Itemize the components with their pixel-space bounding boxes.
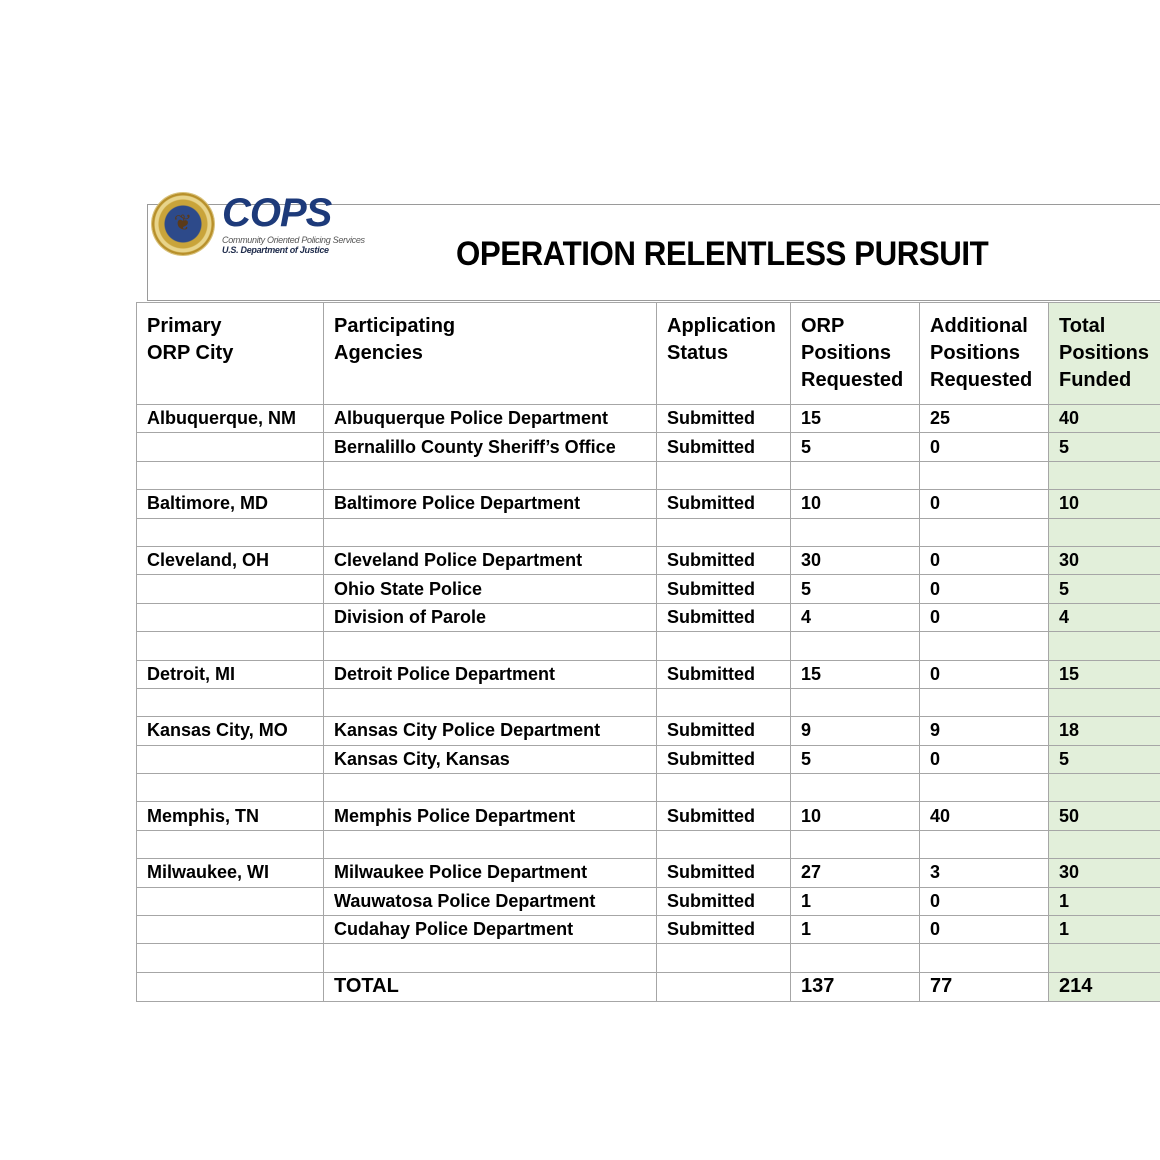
cell-city: Memphis, TN xyxy=(137,802,324,830)
cell-funded: 1 xyxy=(1049,887,1160,915)
cell-agency xyxy=(324,688,657,716)
cell-status: Submitted xyxy=(657,575,791,603)
cell-city xyxy=(137,688,324,716)
cell-orp xyxy=(791,774,920,802)
cell-agency: Kansas City Police Department xyxy=(324,717,657,745)
cell-orp: 30 xyxy=(791,546,920,574)
cell-city: Baltimore, MD xyxy=(137,490,324,518)
cell-city xyxy=(137,575,324,603)
cell-city xyxy=(137,774,324,802)
cell-status: Submitted xyxy=(657,603,791,631)
cell-funded: 30 xyxy=(1049,859,1160,887)
cell-status xyxy=(657,944,791,972)
table-row xyxy=(137,660,1160,688)
cell-additional xyxy=(920,944,1049,972)
cell-status: Submitted xyxy=(657,405,791,433)
cell-agency: Cudahay Police Department xyxy=(324,916,657,944)
doj-seal-icon xyxy=(152,193,214,255)
cell-additional: 0 xyxy=(920,490,1049,518)
cell-orp: 5 xyxy=(791,575,920,603)
spacer-row xyxy=(137,688,1160,716)
cell-funded: 1 xyxy=(1049,916,1160,944)
cell-orp: 27 xyxy=(791,859,920,887)
cell-city xyxy=(137,603,324,631)
cell-status: Submitted xyxy=(657,546,791,574)
table-row xyxy=(137,405,1160,433)
cell-additional: 0 xyxy=(920,887,1049,915)
column-header-line: Positions xyxy=(801,342,892,364)
cell-status: Submitted xyxy=(657,802,791,830)
cell-orp: 15 xyxy=(791,660,920,688)
total-orp: 137 xyxy=(791,972,920,1001)
cell-agency: Baltimore Police Department xyxy=(324,490,657,518)
column-header-line: ORP City xyxy=(147,342,234,364)
cell-additional: 3 xyxy=(920,859,1049,887)
cell-agency: Detroit Police Department xyxy=(324,660,657,688)
column-header-agency xyxy=(324,303,657,405)
cell-additional: 9 xyxy=(920,717,1049,745)
column-header-funded xyxy=(1049,303,1160,405)
cell-status: Submitted xyxy=(657,745,791,773)
cell-status: Submitted xyxy=(657,433,791,461)
cell-funded xyxy=(1049,632,1160,660)
cell-orp: 1 xyxy=(791,916,920,944)
cell-funded: 15 xyxy=(1049,660,1160,688)
cell-funded: 30 xyxy=(1049,546,1160,574)
cell-funded: 5 xyxy=(1049,745,1160,773)
column-header-line: ORP xyxy=(801,315,845,337)
cops-brand: COPS xyxy=(222,191,332,235)
cell-funded xyxy=(1049,518,1160,546)
cell-orp: 10 xyxy=(791,802,920,830)
cell-additional xyxy=(920,774,1049,802)
cell-status xyxy=(657,688,791,716)
cell-funded xyxy=(1049,688,1160,716)
column-header-line: Agencies xyxy=(334,342,423,364)
cell-city: Kansas City, MO xyxy=(137,717,324,745)
table-row xyxy=(137,717,1160,745)
cell-agency: Kansas City, Kansas xyxy=(324,745,657,773)
spacer-row xyxy=(137,830,1160,858)
total-row xyxy=(137,972,1160,1001)
table-row xyxy=(137,603,1160,631)
spacer-row xyxy=(137,774,1160,802)
spacer-row xyxy=(137,632,1160,660)
cell-city xyxy=(137,461,324,489)
cell-orp xyxy=(791,518,920,546)
cell-orp xyxy=(791,830,920,858)
cell-additional xyxy=(920,632,1049,660)
cell-agency: Albuquerque Police Department xyxy=(324,405,657,433)
cell-funded: 5 xyxy=(1049,433,1160,461)
cell-additional xyxy=(920,461,1049,489)
cell-orp: 5 xyxy=(791,433,920,461)
column-header-orp xyxy=(791,303,920,405)
column-header-line: Primary xyxy=(147,315,222,337)
cell-funded: 10 xyxy=(1049,490,1160,518)
column-header-line xyxy=(147,367,323,394)
cell-agency: Wauwatosa Police Department xyxy=(324,887,657,915)
column-header-line: Requested xyxy=(801,369,904,391)
cell-city xyxy=(137,944,324,972)
cell-funded: 50 xyxy=(1049,802,1160,830)
cell-status: Submitted xyxy=(657,916,791,944)
cell-additional xyxy=(920,518,1049,546)
cell-additional: 25 xyxy=(920,405,1049,433)
cell-orp: 5 xyxy=(791,745,920,773)
table-row xyxy=(137,546,1160,574)
cell-additional: 40 xyxy=(920,802,1049,830)
cell-agency: Cleveland Police Department xyxy=(324,546,657,574)
cell-city: Cleveland, OH xyxy=(137,546,324,574)
cell-agency xyxy=(324,774,657,802)
cell-funded xyxy=(1049,944,1160,972)
cell-agency xyxy=(324,830,657,858)
column-header-line: Additional xyxy=(930,315,1028,337)
cell-agency: Ohio State Police xyxy=(324,575,657,603)
cell-additional: 0 xyxy=(920,546,1049,574)
cell-funded xyxy=(1049,774,1160,802)
page-title: OPERATION RELENTLESS PURSUIT xyxy=(456,235,989,273)
spacer-row xyxy=(137,518,1160,546)
cell-city xyxy=(137,745,324,773)
column-header-additional xyxy=(920,303,1049,405)
cell-city xyxy=(137,887,324,915)
column-header-line: Status xyxy=(667,342,729,364)
cell-agency: Bernalillo County Sheriff’s Office xyxy=(324,433,657,461)
cell-orp: 1 xyxy=(791,887,920,915)
cell-orp xyxy=(791,688,920,716)
column-header-line xyxy=(334,367,656,394)
table-row xyxy=(137,575,1160,603)
cell-status: Submitted xyxy=(657,660,791,688)
table-row xyxy=(137,859,1160,887)
table-header-row xyxy=(137,303,1160,405)
cell-agency xyxy=(324,632,657,660)
table-row xyxy=(137,490,1160,518)
total-status xyxy=(657,972,791,1001)
cell-status xyxy=(657,461,791,489)
cell-funded: 18 xyxy=(1049,717,1160,745)
total-funded: 214 xyxy=(1049,972,1160,1001)
doj-subtitle: U.S. Department of Justice xyxy=(222,245,329,255)
cell-agency xyxy=(324,518,657,546)
cell-additional xyxy=(920,688,1049,716)
cell-status xyxy=(657,830,791,858)
cell-funded: 40 xyxy=(1049,405,1160,433)
column-header-line: Positions xyxy=(930,342,1021,364)
cell-funded: 4 xyxy=(1049,603,1160,631)
column-header-line: Funded xyxy=(1059,369,1132,391)
column-header-line: Application xyxy=(667,315,776,337)
cell-orp: 4 xyxy=(791,603,920,631)
cell-additional: 0 xyxy=(920,603,1049,631)
column-header-line: Total xyxy=(1059,315,1106,337)
cell-city xyxy=(137,518,324,546)
cell-orp xyxy=(791,632,920,660)
column-header-line: Requested xyxy=(930,369,1033,391)
column-header-status xyxy=(657,303,791,405)
total-agency: TOTAL xyxy=(324,972,657,1001)
cell-additional: 0 xyxy=(920,916,1049,944)
cell-orp: 10 xyxy=(791,490,920,518)
cell-agency: Memphis Police Department xyxy=(324,802,657,830)
cell-city xyxy=(137,916,324,944)
cell-agency xyxy=(324,461,657,489)
cell-agency xyxy=(324,944,657,972)
cell-city: Milwaukee, WI xyxy=(137,859,324,887)
cops-logo xyxy=(152,191,365,259)
cell-city xyxy=(137,433,324,461)
table-row xyxy=(137,745,1160,773)
cell-orp: 9 xyxy=(791,717,920,745)
total-city xyxy=(137,972,324,1001)
total-additional: 77 xyxy=(920,972,1049,1001)
cell-orp: 15 xyxy=(791,405,920,433)
table-row xyxy=(137,802,1160,830)
cell-status: Submitted xyxy=(657,717,791,745)
eagle-icon: ❦ xyxy=(173,210,193,235)
cell-additional: 0 xyxy=(920,660,1049,688)
cell-status: Submitted xyxy=(657,859,791,887)
cell-orp xyxy=(791,461,920,489)
table-row xyxy=(137,916,1160,944)
spacer-row xyxy=(137,461,1160,489)
cell-status xyxy=(657,518,791,546)
cell-status xyxy=(657,632,791,660)
cell-orp xyxy=(791,944,920,972)
orp-positions-table xyxy=(136,302,1160,1002)
cell-city: Albuquerque, NM xyxy=(137,405,324,433)
cell-agency: Milwaukee Police Department xyxy=(324,859,657,887)
column-header-city xyxy=(137,303,324,405)
cell-city xyxy=(137,632,324,660)
column-header-line: Positions xyxy=(1059,342,1150,364)
cell-status: Submitted xyxy=(657,490,791,518)
cell-agency: Division of Parole xyxy=(324,603,657,631)
cell-additional: 0 xyxy=(920,745,1049,773)
column-header-line xyxy=(667,367,790,394)
cell-additional xyxy=(920,830,1049,858)
cell-city xyxy=(137,830,324,858)
spacer-row xyxy=(137,944,1160,972)
table-row xyxy=(137,433,1160,461)
cell-status: Submitted xyxy=(657,887,791,915)
column-header-line: Participating xyxy=(334,315,456,337)
cell-status xyxy=(657,774,791,802)
cell-additional: 0 xyxy=(920,575,1049,603)
cell-additional: 0 xyxy=(920,433,1049,461)
cops-subtitle: Community Oriented Policing Services xyxy=(222,235,365,245)
cell-funded: 5 xyxy=(1049,575,1160,603)
cell-funded xyxy=(1049,461,1160,489)
title-banner xyxy=(147,191,1160,301)
cell-city: Detroit, MI xyxy=(137,660,324,688)
cell-funded xyxy=(1049,830,1160,858)
table-row xyxy=(137,887,1160,915)
